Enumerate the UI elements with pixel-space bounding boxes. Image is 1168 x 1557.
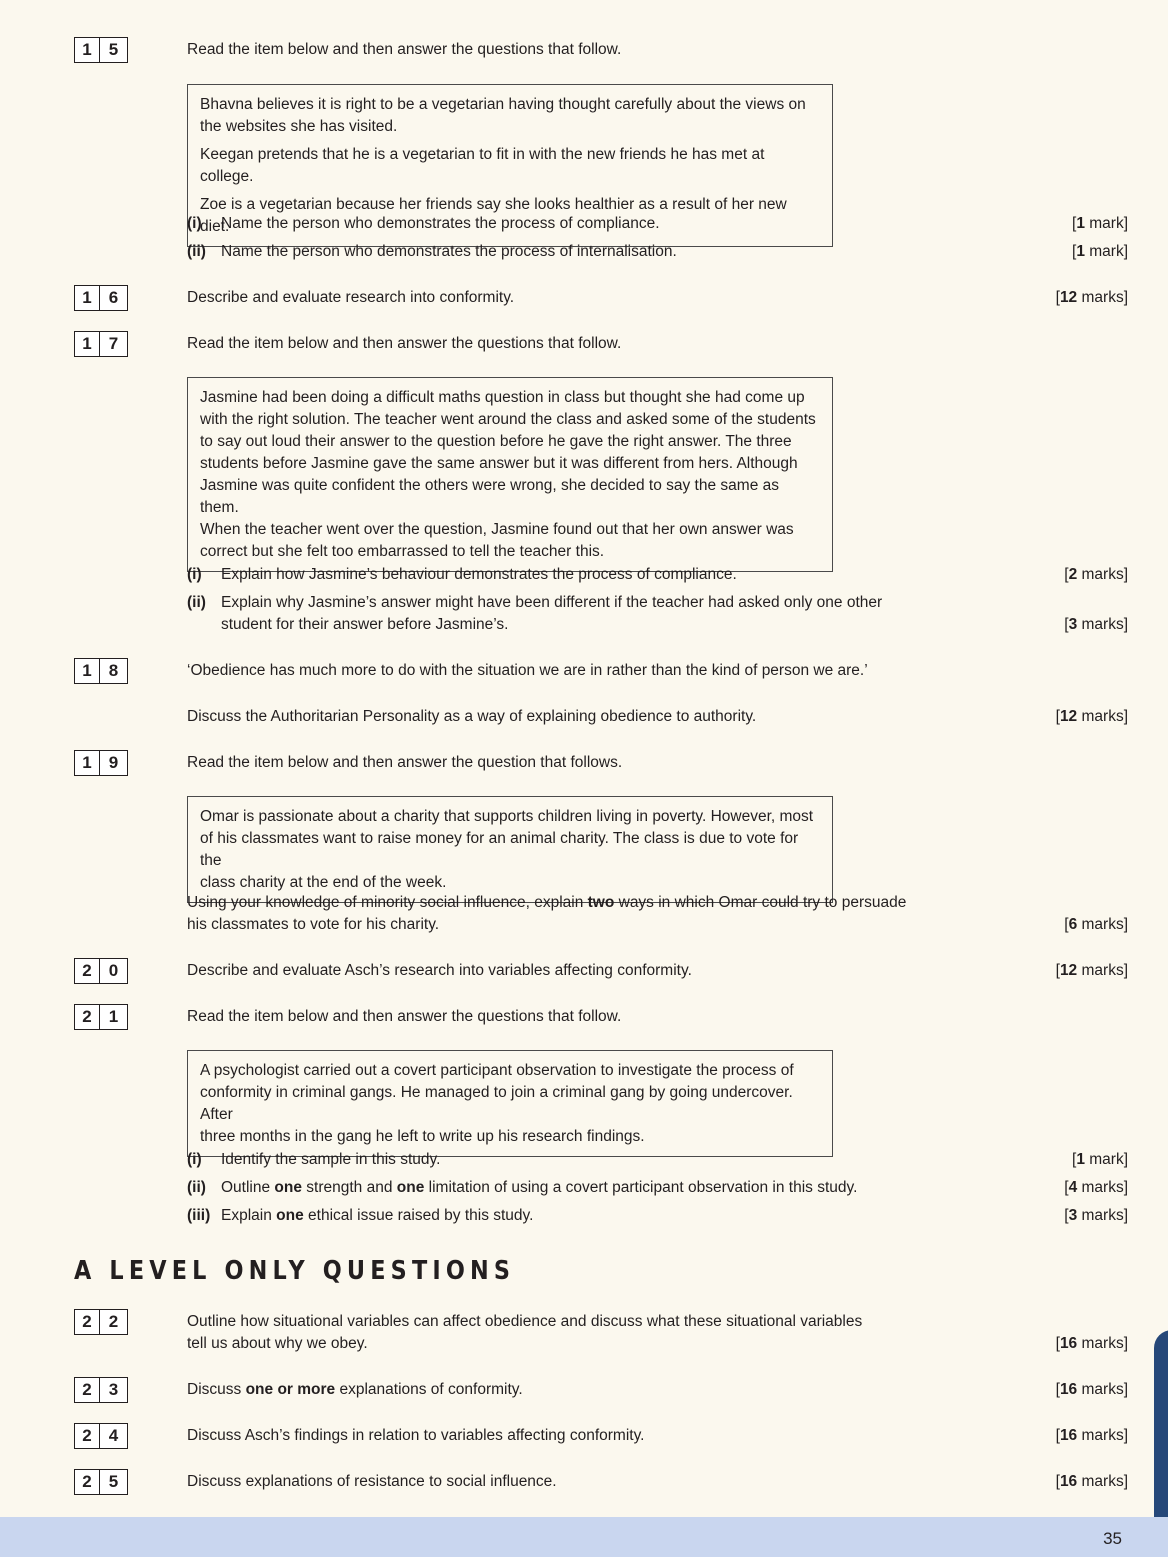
sub-question: (ii) Explain why Jasmine’s answer might have been different if the teacher had asked only one other student for their answer before Jasmine’s.: [187, 594, 883, 633]
page-footer: [0, 1517, 1168, 1557]
question-number: 1 8: [74, 658, 128, 684]
marks-label: [12 marks]: [1055, 962, 1128, 979]
marks-label: [1 mark]: [1072, 243, 1128, 260]
scenario-box: Bhavna believes it is right to be a vegetarian having thought carefully about the views on the websites she has visited. Keegan pretends that he is a vegetarian to fit in with the new friends he has met at college. Zoe is a vegetarian because her friends say she looks healthier as a result of her new diet.: [187, 84, 833, 247]
question-number: 2 0: [74, 958, 128, 984]
question-stem: Read the item below and then answer the questions that follow.: [187, 1008, 622, 1025]
marks-label: [3 marks]: [1064, 616, 1128, 633]
question-number: 1 6: [74, 285, 128, 311]
question-followup: Using your knowledge of minority social influence, explain two ways in which Omar could try to persuade his classmates to vote for his charity.: [187, 894, 907, 933]
question-stem: Outline how situational variables can affect obedience and discuss what these situational variables tell us about why we obey.: [187, 1313, 863, 1352]
question-stem: Read the item below and then answer the question that follows.: [187, 754, 623, 771]
question-number: 2 2: [74, 1309, 128, 1335]
question-stem: Discuss one or more explanations of conformity.: [187, 1381, 523, 1398]
question-number: 1 9: [74, 750, 128, 776]
question-stem: Discuss the Authoritarian Personality as a way of explaining obedience to authority.: [187, 708, 757, 725]
marks-label: [1 mark]: [1072, 1151, 1128, 1168]
scenario-box: Omar is passionate about a charity that supports children living in poverty. However, most of his classmates want to raise money for an animal charity. The class is due to vote for the class charity at the end of the week.: [187, 796, 833, 903]
marks-label: [16 marks]: [1055, 1335, 1128, 1352]
scenario-box: Jasmine had been doing a difficult maths question in class but thought she had come up with the right solution. The teacher went around the class and asked some of the students to say out loud their answer to the question before he gave the right answer. The three students before Jasmine gave the same answer but it was different from hers. Although Jasmine was quite confident the others were wrong, she decided to say the same as them. When the teacher went over the question, Jasmine found out that her own answer was correct but she felt too embarrassed to tell the teacher this.: [187, 377, 833, 572]
question-stem: Read the item below and then answer the questions that follow.: [187, 41, 622, 58]
sub-question: (i) Identify the sample in this study.: [187, 1151, 441, 1168]
sub-question: (iii) Explain one ethical issue raised by this study.: [187, 1207, 534, 1224]
marks-label: [16 marks]: [1055, 1473, 1128, 1490]
question-stem: Describe and evaluate Asch’s research into variables affecting conformity.: [187, 962, 692, 979]
marks-label: [16 marks]: [1055, 1427, 1128, 1444]
marks-label: [12 marks]: [1055, 708, 1128, 725]
marks-label: [16 marks]: [1055, 1381, 1128, 1398]
marks-label: [12 marks]: [1055, 289, 1128, 306]
question-quote: ‘Obedience has much more to do with the situation we are in rather than the kind of person we are.’: [187, 662, 868, 679]
question-stem: Describe and evaluate research into conformity.: [187, 289, 515, 306]
sub-question: (i) Name the person who demonstrates the process of compliance.: [187, 215, 660, 232]
question-number: 2 5: [74, 1469, 128, 1495]
sub-question: (ii) Outline one strength and one limitation of using a covert participant observation in this study.: [187, 1179, 858, 1196]
section-heading: A LEVEL ONLY QUESTIONS: [74, 1256, 516, 1286]
sub-question: (ii) Name the person who demonstrates the process of internalisation.: [187, 243, 677, 260]
marks-label: [4 marks]: [1064, 1179, 1128, 1196]
question-number: 1 5: [74, 37, 128, 63]
marks-label: [3 marks]: [1064, 1207, 1128, 1224]
question-number: 1 7: [74, 331, 128, 357]
marks-label: [2 marks]: [1064, 566, 1128, 583]
scenario-box: A psychologist carried out a covert participant observation to investigate the process of conformity in criminal gangs. He managed to join a criminal gang by going undercover. After three months in the gang he left to write up his research findings.: [187, 1050, 833, 1157]
question-stem: Discuss explanations of resistance to social influence.: [187, 1473, 557, 1490]
chapter-tab: [1154, 1330, 1168, 1517]
question-number: 2 4: [74, 1423, 128, 1449]
question-number: 2 1: [74, 1004, 128, 1030]
page-number: 35: [1103, 1529, 1122, 1548]
question-number: 2 3: [74, 1377, 128, 1403]
question-stem: Discuss Asch’s findings in relation to variables affecting conformity.: [187, 1427, 645, 1444]
question-stem: Read the item below and then answer the questions that follow.: [187, 335, 622, 352]
marks-label: [1 mark]: [1072, 215, 1128, 232]
sub-question: (i) Explain how Jasmine’s behaviour demonstrates the process of compliance.: [187, 566, 737, 583]
marks-label: [6 marks]: [1064, 916, 1128, 933]
